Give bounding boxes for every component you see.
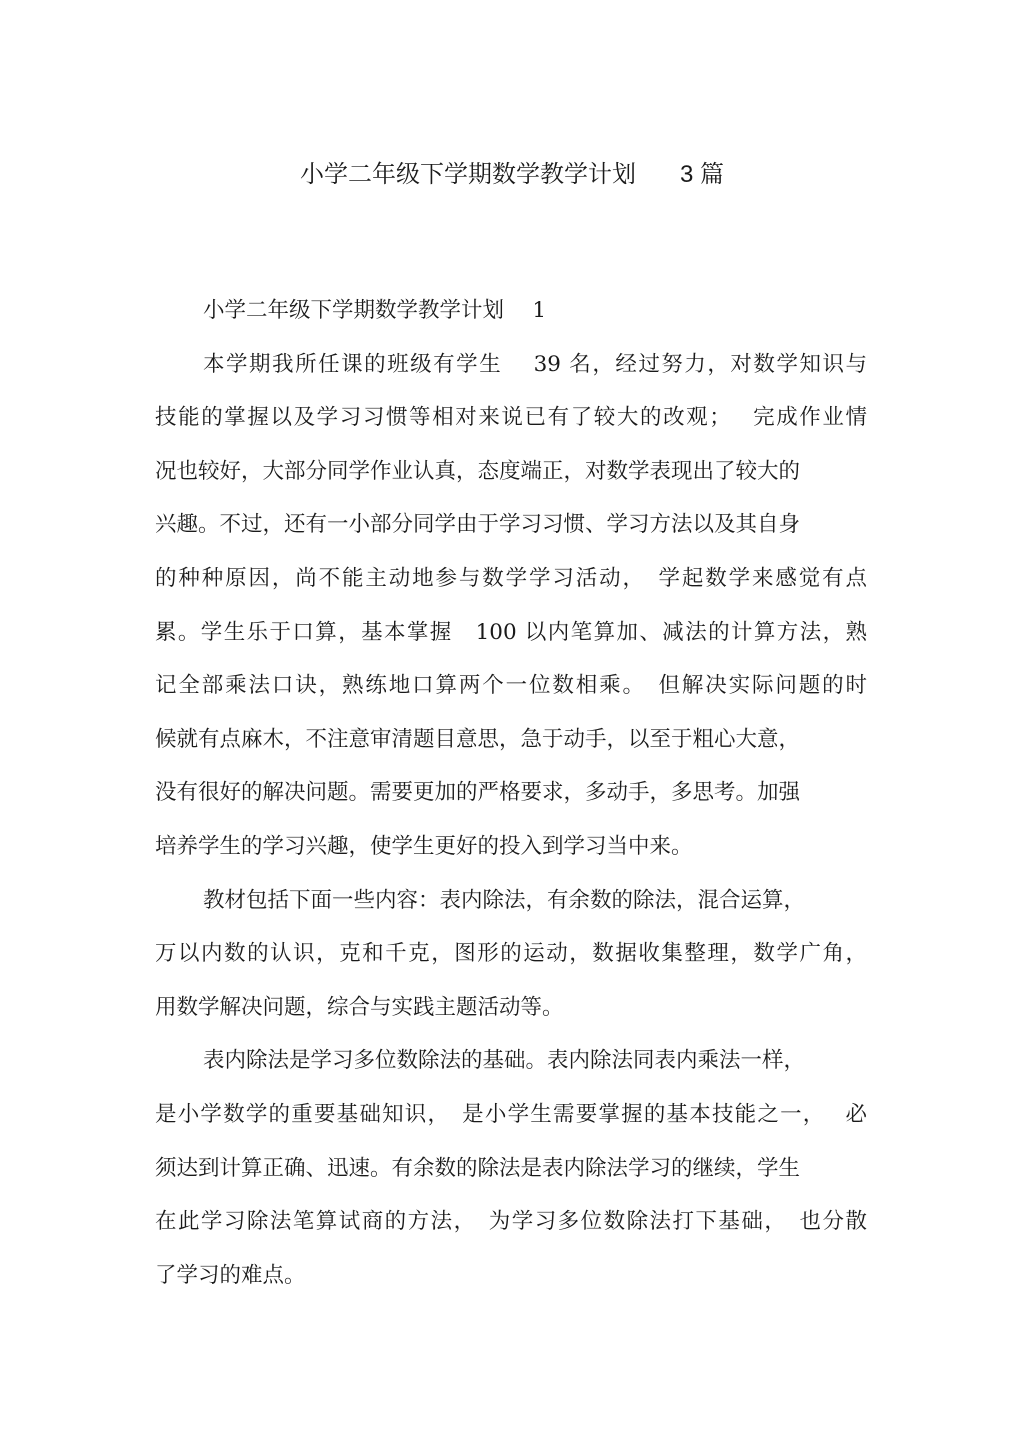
text-line: 万以内数的认识，克和千克，图形的运动，数据收集整理，数学广角， — [155, 941, 867, 967]
text-line: 兴趣。不过，还有一小部分同学由于学习习惯、学习方法以及其自身 — [155, 512, 801, 538]
title-text: 小学二年级下学期数学教学计划 — [299, 160, 636, 188]
text-line: 用数学解决问题，综合与实践主题活动等。 — [155, 994, 564, 1020]
text-line: 本学期我所任课的班级有学生 39 名，经过努力，对数学知识与 — [203, 351, 867, 377]
text-line: 在此学习除法笔算试商的方法， 为学习多位数除法打下基础， 也分散 — [155, 1209, 867, 1235]
text-line: 须达到计算正确、迅速。有余数的除法是表内除法学习的继续，学生 — [155, 1155, 801, 1181]
title-suffix: 3 篇 — [679, 161, 724, 188]
text-line: 没有很好的解决问题。需要更加的严格要求，多动手，多思考。加强 — [155, 780, 801, 806]
text-line: 候就有点麻木，不注意审清题目意思，急于动手，以至于粗心大意， — [155, 726, 801, 752]
text-line: 表内除法是学习多位数除法的基础。表内除法同表内乘法一样， — [203, 1048, 806, 1074]
document-title — [0, 152, 1024, 197]
text-line: 了学习的难点。 — [155, 1262, 306, 1288]
text-line: 况也较好，大部分同学作业认真，态度端正，对数学表现出了较大的 — [155, 458, 801, 484]
text-line: 技能的掌握以及学习习惯等相对来说已有了较大的改观； 完成作业情 — [155, 405, 867, 431]
text-line: 的种种原因，尚不能主动地参与数学学习活动， 学起数学来感觉有点 — [155, 565, 867, 591]
text-line: 教材包括下面一些内容：表内除法，有余数的除法，混合运算， — [203, 887, 806, 913]
text-line: 培养学生的学习兴趣，使学生更好的投入到学习当中来。 — [155, 833, 693, 859]
text-line: 累。学生乐于口算，基本掌握 100 以内笔算加、减法的计算方法，熟 — [155, 619, 867, 645]
document-body — [155, 284, 867, 1302]
text-line: 记全部乘法口诀，熟练地口算两个一位数相乘。 但解决实际问题的时 — [155, 673, 867, 699]
text-line: 是小学数学的重要基础知识， 是小学生需要掌握的基本技能之一， 必 — [155, 1101, 867, 1127]
section-heading: 小学二年级下学期数学教学计划 1 — [203, 298, 547, 323]
